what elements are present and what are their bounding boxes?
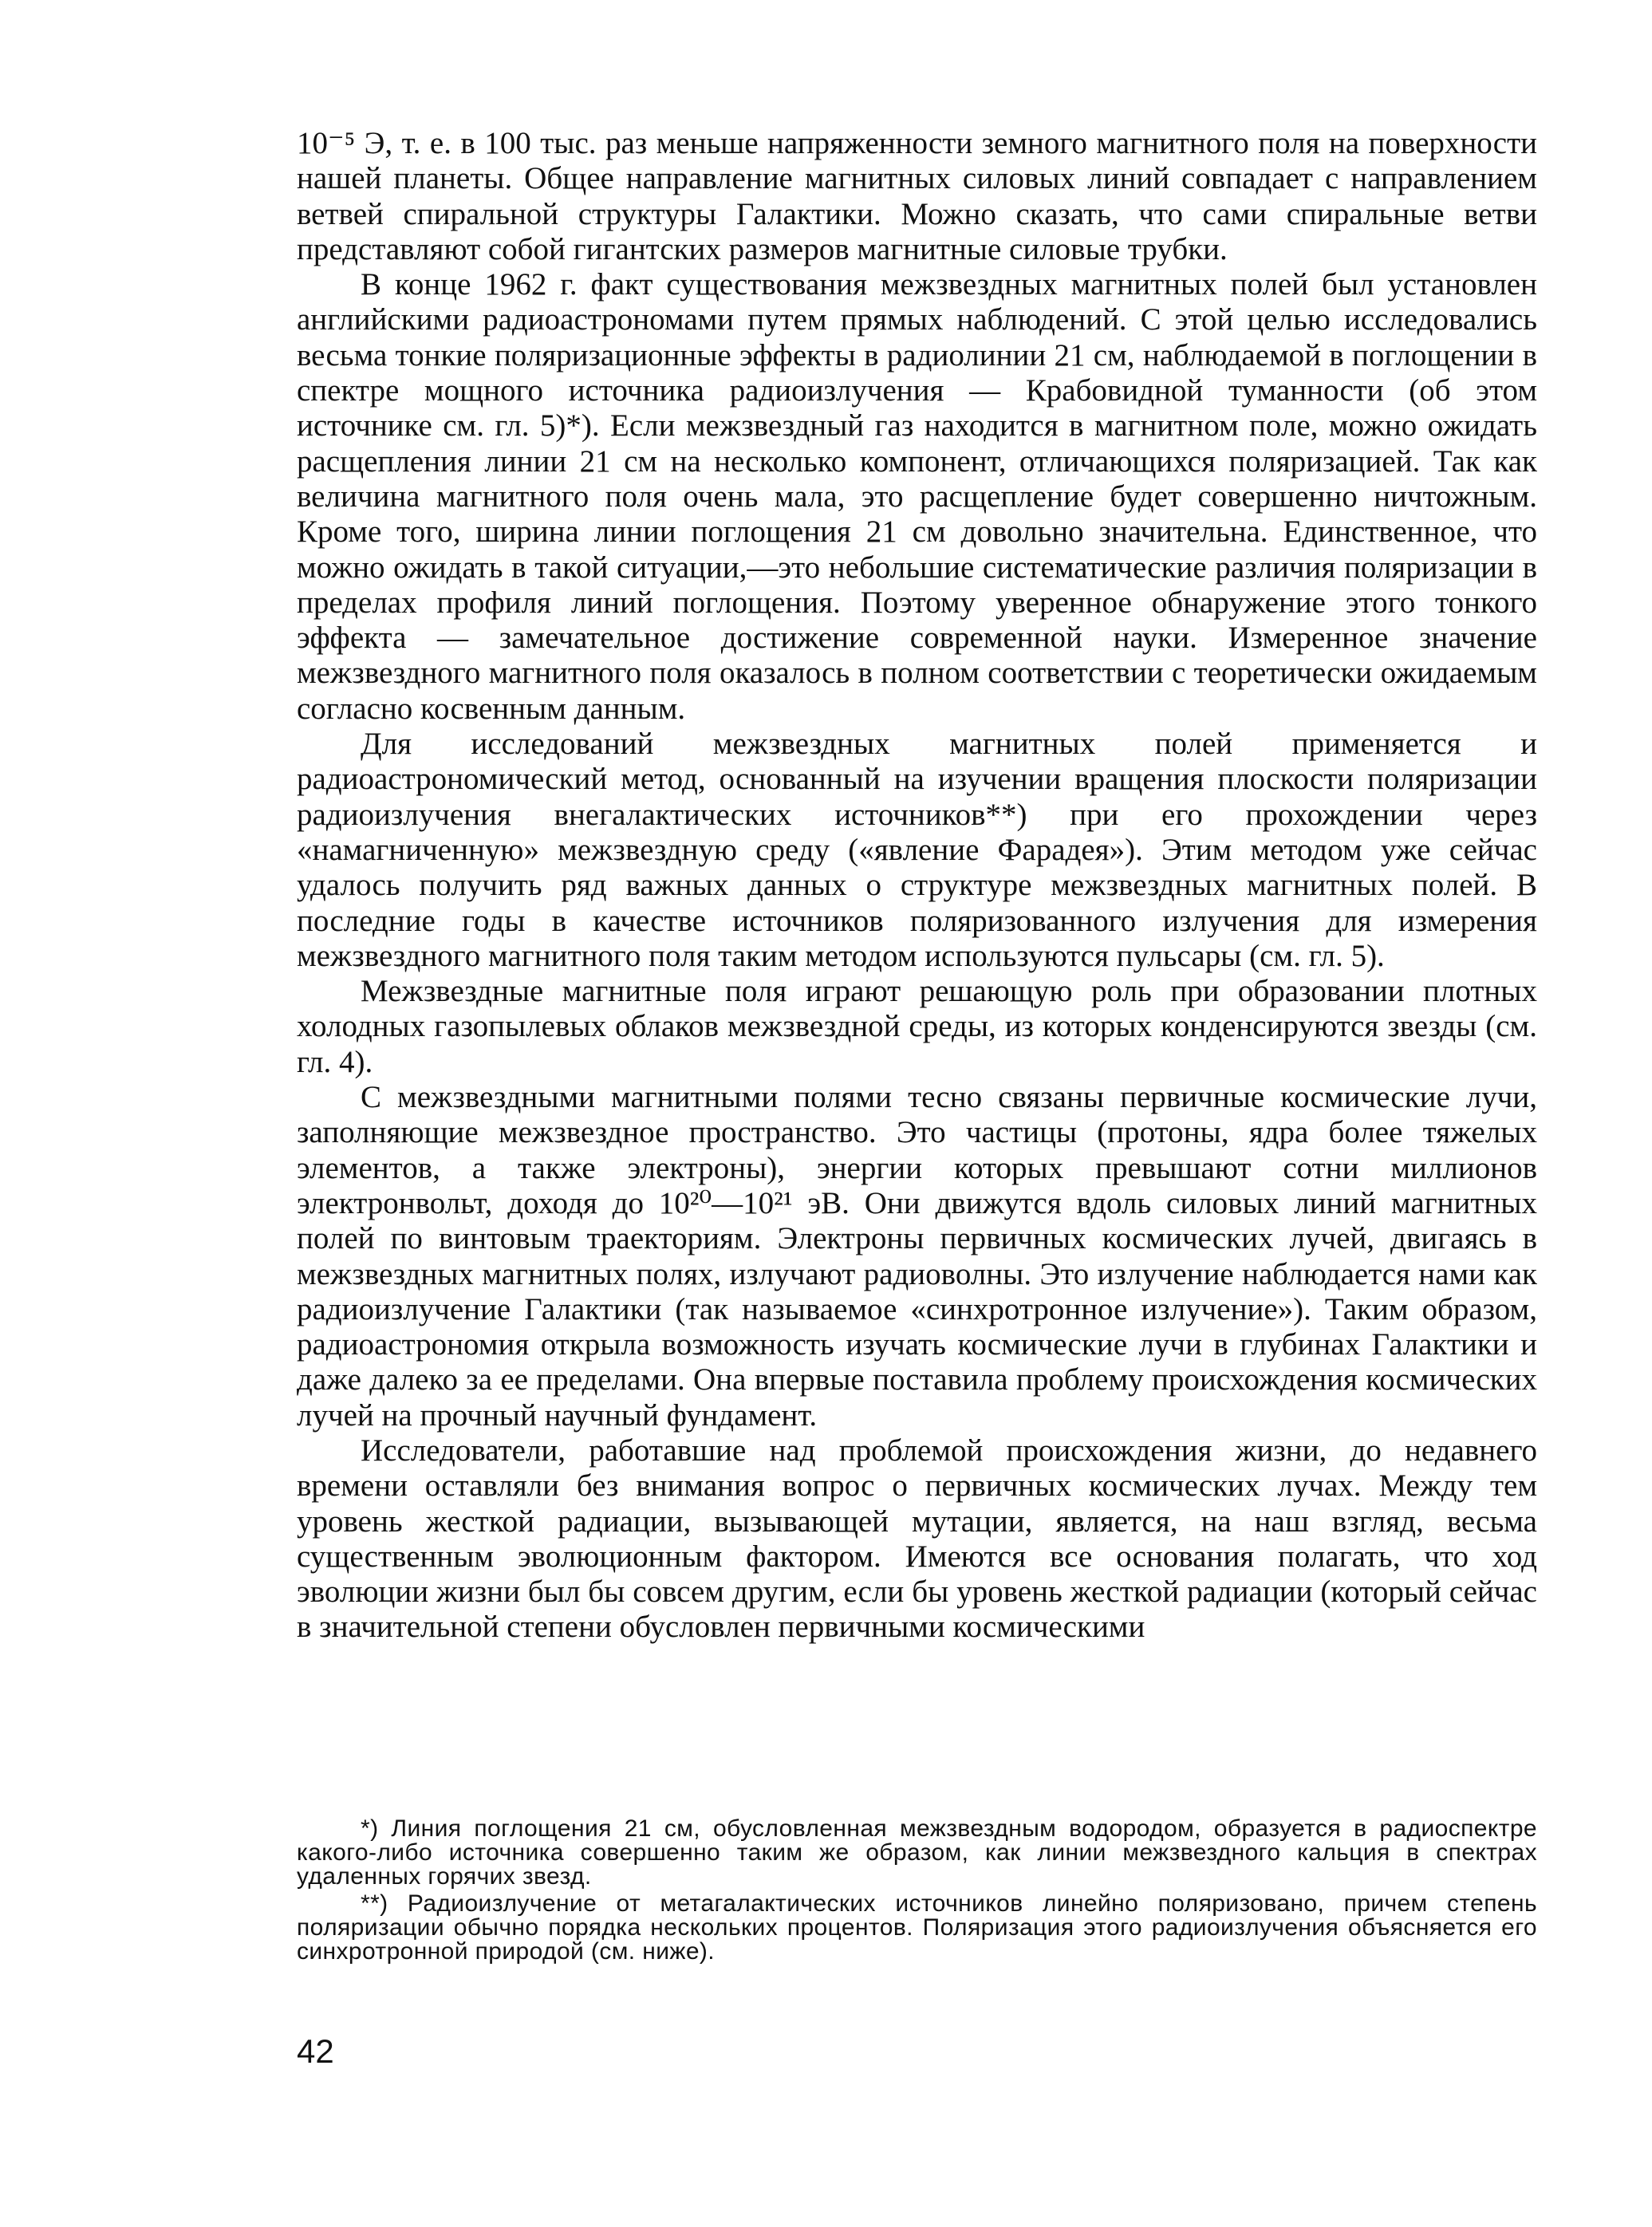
page-number: 42	[297, 2032, 334, 2070]
paragraph-4: Межзвездные магнитные поля играют решающую роль при образовании плотных холодных газопылевых облаков межзвездной среды, из которых конденсируются звезды (см. гл. 4).	[297, 974, 1537, 1079]
footnotes	[297, 1817, 1537, 1964]
paragraph-3: Для исследований межзвездных магнитных полей применяется и радиоастрономический метод, основанный на изучении вращения плоскости поляризации радиоизлучения внегалактических источников**) при его прохождении через «намагниченную» межзвездную среду («явление Фарадея»). Этим методом уже сейчас удалось получить ряд важных данных о структуре межзвездных магнитных полей. В последние годы в качестве источников поляризованного излучения для измерения межзвездного магнитного поля таким методом используются пульсары (см. гл. 5).	[297, 727, 1537, 973]
paragraph-1: 10⁻⁵ Э, т. е. в 100 тыс. раз меньше напряженности земного магнитного поля на поверхности нашей планеты. Общее направление магнитных силовых линий совпадает с направлением ветвей спиральной структуры Галактики. Можно сказать, что сами спиральные ветви представляют собой гигантских размеров магнитные силовые трубки.	[297, 126, 1537, 266]
body-text	[297, 126, 1537, 1646]
paragraph-6: Исследователи, работавшие над проблемой происхождения жизни, до недавнего времени оставляли без внимания вопрос о первичных космических лучах. Между тем уровень жесткой радиации, вызывающей мутации, является, на наш взгляд, весьма существенным эволюционным фактором. Имеются все основания полагать, что ход эволюции жизни был бы совсем другим, если бы уровень жесткой радиации (который сейчас в значительной степени обусловлен первичными космическими	[297, 1433, 1537, 1645]
footnote-2: **) Радиоизлучение от метагалактических источников линейно поляризовано, причем степень поляризации обычно порядка нескольких процентов. Поляризация этого радиоизлучения объясняется его синхротронной природой (см. ниже).	[297, 1890, 1537, 1965]
footnote-1: *) Линия поглощения 21 см, обусловленная межзвездным водородом, образуется в радиоспектре какого-либо источника совершенно таким же образом, как линии межзвездного кальция в спектрах удаленных горячих звезд.	[297, 1815, 1537, 1890]
paragraph-5: С межзвездными магнитными полями тесно связаны первичные космические лучи, заполняющие межзвездное пространство. Это частицы (протоны, ядра более тяжелых элементов, а также электроны), энергии которых превышают сотни миллионов электронвольт, доходя до 10²⁰—10²¹ эВ. Они движутся вдоль силовых линий магнитных полей по винтовым траекториям. Электроны первичных космических лучей, двигаясь в межзвездных магнитных полях, излучают радиоволны. Это излучение наблюдается нами как радиоизлучение Галактики (так называемое «синхротронное излучение»). Таким образом, радиоастрономия открыла возможность изучать космические лучи в глубинах Галактики и даже далеко за ее пределами. Она впервые поставила проблему происхождения космических лучей на прочный научный фундамент.	[297, 1080, 1537, 1433]
paragraph-2: В конце 1962 г. факт существования межзвездных магнитных полей был установлен английскими радиоастрономами путем прямых наблюдений. С этой целью исследовались весьма тонкие поляризационные эффекты в радиолинии 21 см, наблюдаемой в поглощении в спектре мощного источника радиоизлучения — Крабовидной туманности (об этом источнике см. гл. 5)*). Если межзвездный газ находится в магнитном поле, можно ожидать расщепления линии 21 см на несколько компонент, отличающихся поляризацией. Так как величина магнитного поля очень мала, это расщепление будет совершенно ничтожным. Кроме того, ширина линии поглощения 21 см довольно значительна. Единственное, что можно ожидать в такой ситуации,—это небольшие систематические различия поляризации в пределах профиля линий поглощения. Поэтому уверенное обнаружение этого тонкого эффекта — замечательное достижение современной науки. Измеренное значение межзвездного магнитного поля оказалось в полном соответствии с теоретически ожидаемым согласно косвенным данным.	[297, 267, 1537, 726]
